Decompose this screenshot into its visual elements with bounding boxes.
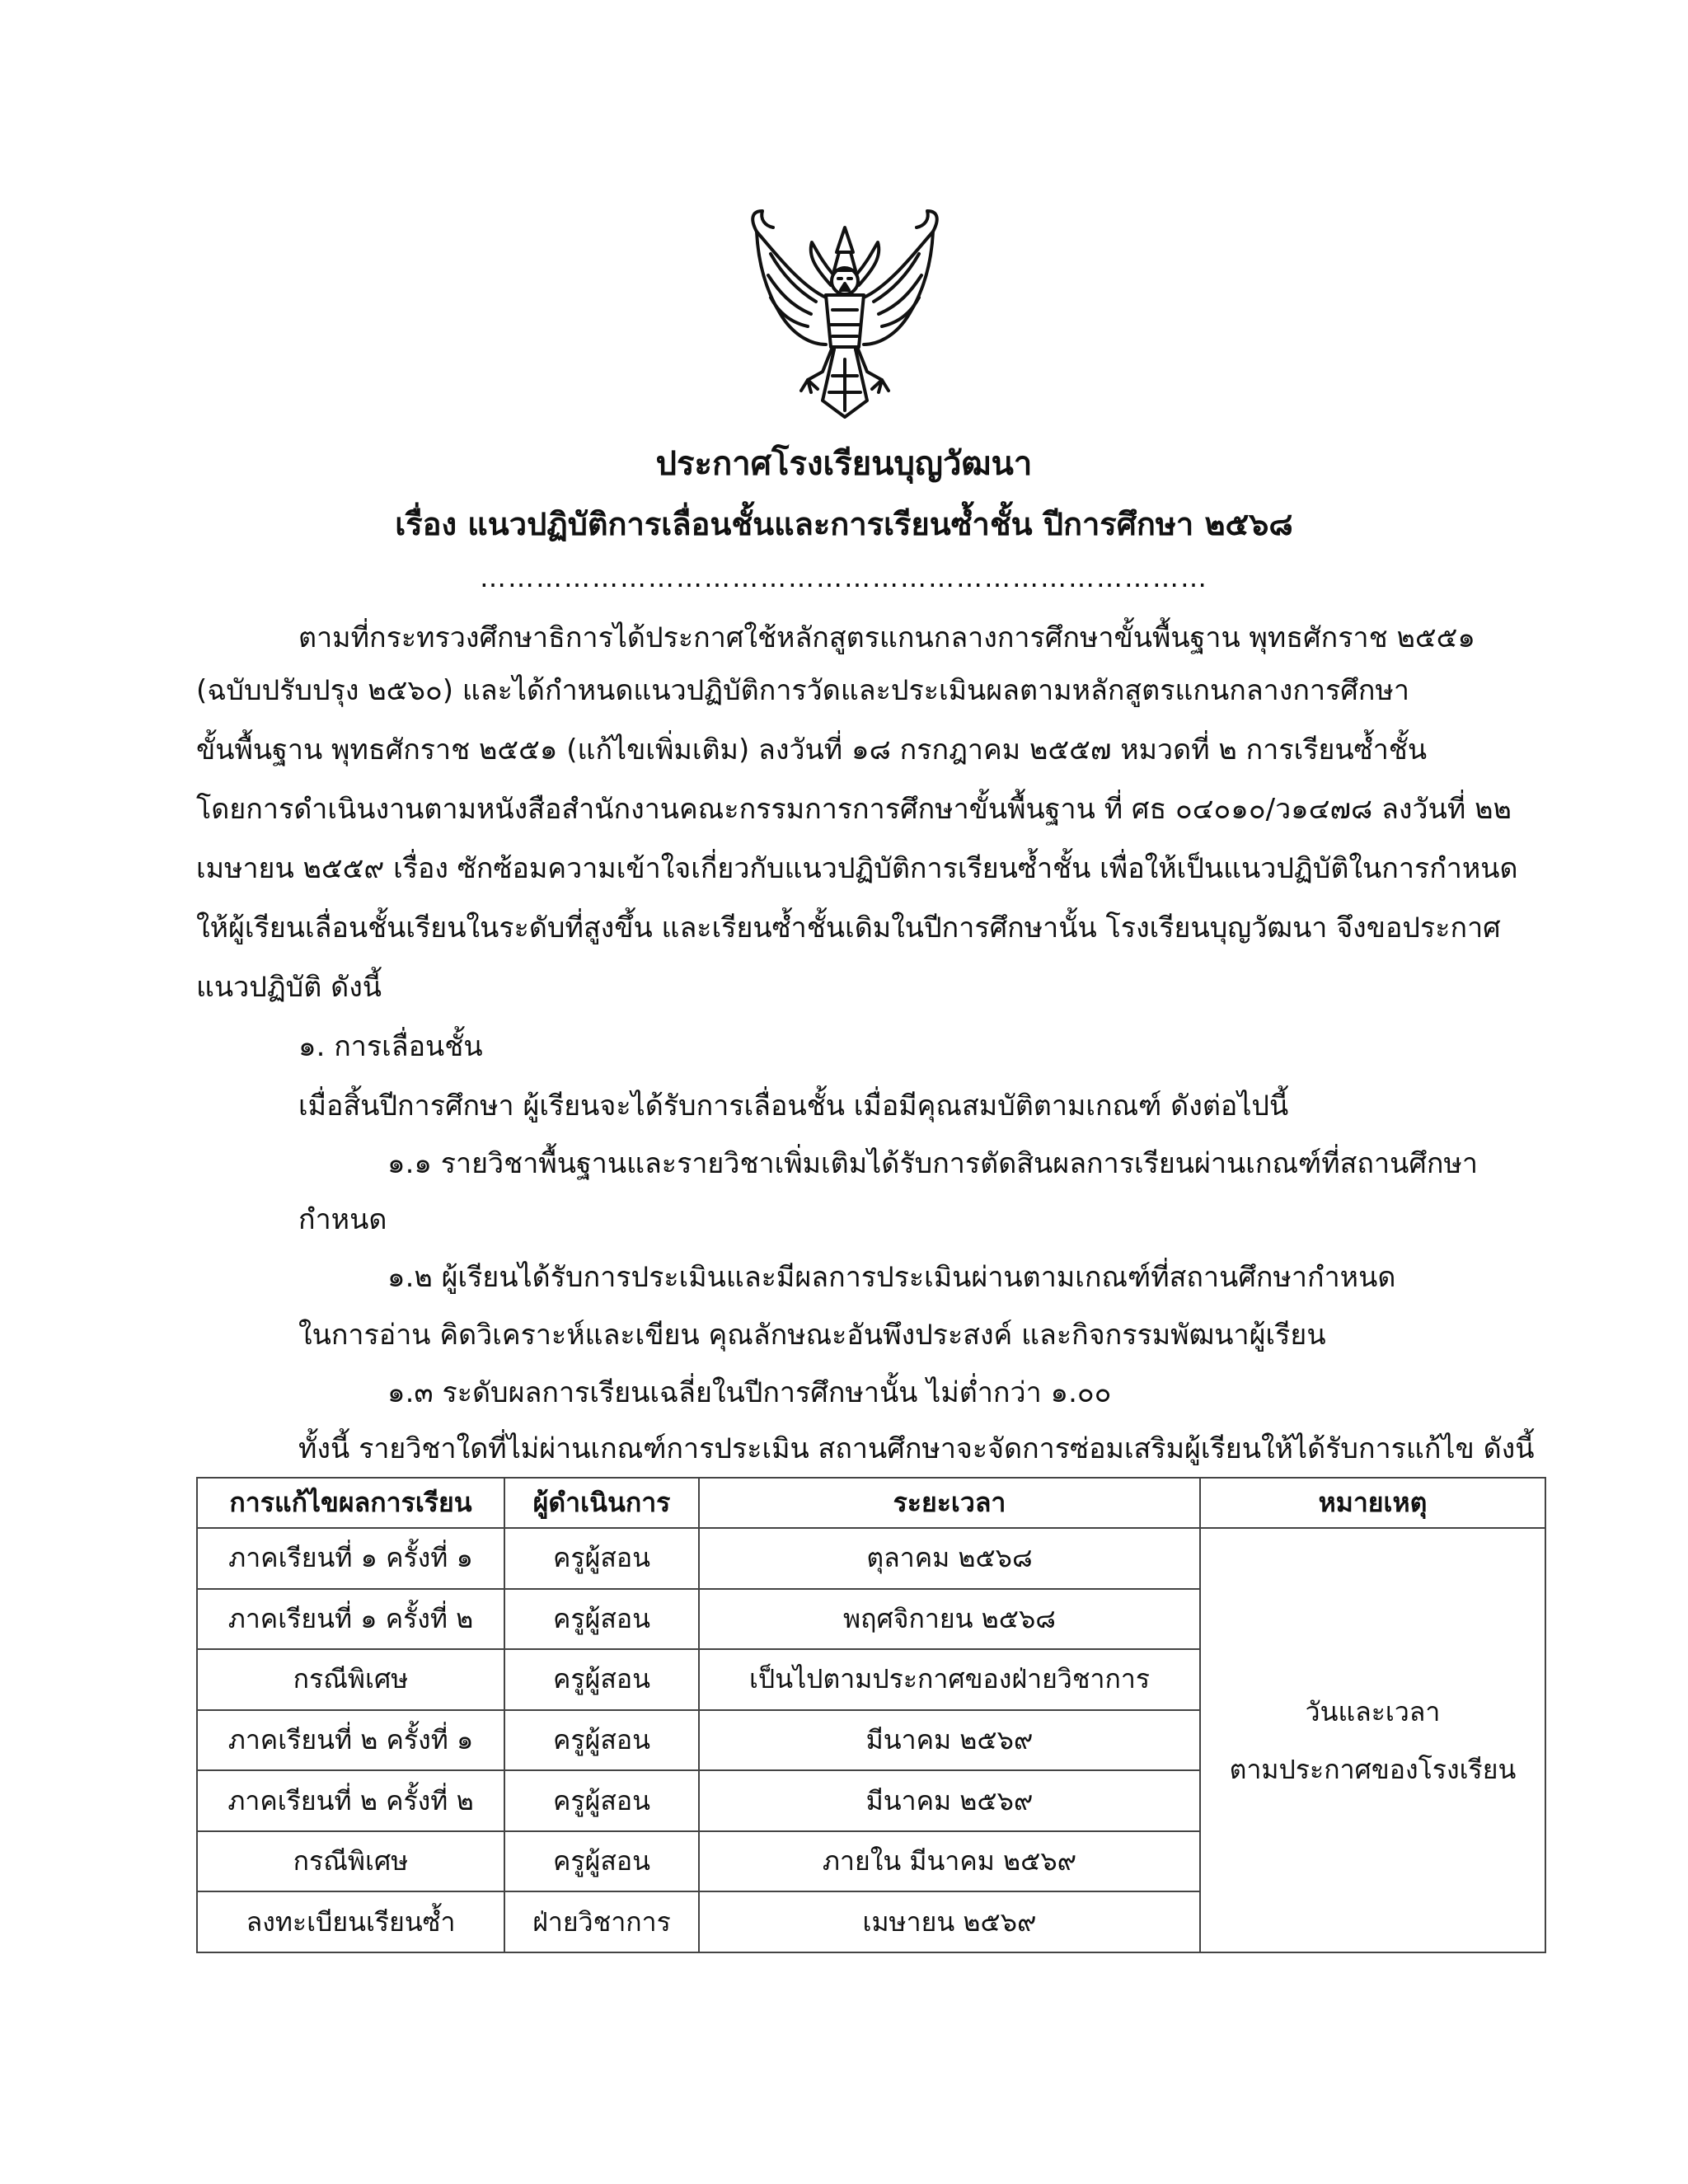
paragraph-line: โดยการดำเนินงานตามหนังสือสำนักงานคณะกรรมการการศึกษาขั้นพื้นฐาน ที่ ศธ ๐๔๐๑๐/ว๑๔๗๘ ลงวันที่ ๒๒ bbox=[196, 793, 1512, 826]
table-cell-item: ภาคเรียนที่ ๒ ครั้งที่ ๑ bbox=[197, 1710, 504, 1771]
table-cell-by: ครูผู้สอน bbox=[504, 1649, 699, 1710]
table-header-row bbox=[197, 1478, 1545, 1528]
table-cell-remark bbox=[1200, 1528, 1545, 1952]
title-divider: …………………………………………………………………… bbox=[480, 562, 1208, 593]
criterion-2: ๑.๒ ผู้เรียนได้รับการประเมินและมีผลการประเมินผ่านตามเกณฑ์ที่สถานศึกษากำหนด bbox=[387, 1261, 1396, 1294]
section-intro: เมื่อสิ้นปีการศึกษา ผู้เรียนจะได้รับการเลื่อนชั้น เมื่อมีคุณสมบัติตามเกณฑ์ ดังต่อไปนี้ bbox=[298, 1090, 1289, 1122]
paragraph-line: ขั้นพื้นฐาน พุทธศักราช ๒๕๕๑ (แก้ไขเพิ่มเติม) ลงวันที่ ๑๘ กรกฎาคม ๒๕๕๗ หมวดที่ ๒ การเรียนซ้ำชั้น bbox=[196, 733, 1428, 766]
table-cell-by: ครูผู้สอน bbox=[504, 1710, 699, 1771]
table-cell-by: ครูผู้สอน bbox=[504, 1831, 699, 1892]
remediation-table bbox=[196, 1477, 1545, 1953]
table-cell-item: ภาคเรียนที่ ๒ ครั้งที่ ๒ bbox=[197, 1770, 504, 1831]
table-cell-period: เป็นไปตามประกาศของฝ่ายวิชาการ bbox=[699, 1649, 1200, 1710]
criterion-2-continued: ในการอ่าน คิดวิเคราะห์และเขียน คุณลักษณะอันพึงประสงค์ และกิจกรรมพัฒนาผู้เรียน bbox=[298, 1319, 1326, 1352]
paragraph-line: เมษายน ๒๕๕๙ เรื่อง ซักซ้อมความเข้าใจเกี่ยวกับแนวปฏิบัติการเรียนซ้ำชั้น เพื่อให้เป็นแนวปฏิบัติในการกำหนด bbox=[196, 852, 1518, 885]
table-cell-by: ครูผู้สอน bbox=[504, 1589, 699, 1650]
criterion-3: ๑.๓ ระดับผลการเรียนเฉลี่ยในปีการศึกษานั้น ไม่ต่ำกว่า ๑.๐๐ bbox=[387, 1376, 1112, 1409]
garuda-emblem-icon bbox=[725, 194, 964, 434]
paragraph-line: ตามที่กระทรวงศึกษาธิการได้ประกาศใช้หลักสูตรแกนกลางการศึกษาขั้นพื้นฐาน พุทธศักราช ๒๕๕๑ bbox=[298, 621, 1475, 654]
table-cell-period: มีนาคม ๒๕๖๙ bbox=[699, 1710, 1200, 1771]
table-cell-period: มีนาคม ๒๕๖๙ bbox=[699, 1770, 1200, 1831]
remark-line: วันและเวลา bbox=[1305, 1695, 1441, 1727]
table-cell-item: กรณีพิเศษ bbox=[197, 1831, 504, 1892]
table-cell-item: กรณีพิเศษ bbox=[197, 1649, 504, 1710]
table-row bbox=[197, 1528, 1545, 1589]
announcement-subject: เรื่อง แนวปฏิบัติการเลื่อนชั้นและการเรียนซ้ำชั้น ปีการศึกษา ๒๕๖๘ bbox=[395, 506, 1293, 542]
table-cell-by: ครูผู้สอน bbox=[504, 1770, 699, 1831]
section-heading: ๑. การเลื่อนชั้น bbox=[298, 1030, 483, 1063]
column-header: ระยะเวลา bbox=[699, 1478, 1200, 1528]
table-cell-item: ลงทะเบียนเรียนซ้ำ bbox=[197, 1891, 504, 1952]
column-header: หมายเหตุ bbox=[1200, 1478, 1545, 1528]
table-cell-item: ภาคเรียนที่ ๑ ครั้งที่ ๒ bbox=[197, 1589, 504, 1650]
remark-line: ตามประกาศของโรงเรียน bbox=[1229, 1753, 1517, 1785]
criterion-1: ๑.๑ รายวิชาพื้นฐานและรายวิชาเพิ่มเติมได้รับการตัดสินผลการเรียนผ่านเกณฑ์ที่สถานศึกษา bbox=[387, 1147, 1479, 1180]
criterion-1-continued: กำหนด bbox=[298, 1203, 387, 1236]
paragraph-line: แนวปฏิบัติ ดังนี้ bbox=[196, 971, 382, 1004]
table-cell-period: พฤศจิกายน ๒๕๖๘ bbox=[699, 1589, 1200, 1650]
paragraph-line: ให้ผู้เรียนเลื่อนชั้นเรียนในระดับที่สูงขึ้น และเรียนซ้ำชั้นเดิมในปีการศึกษานั้น โรงเรียนบุญวัฒนา จึงขอประกาศ bbox=[196, 912, 1501, 944]
table-cell-by: ครูผู้สอน bbox=[504, 1528, 699, 1589]
column-header: การแก้ไขผลการเรียน bbox=[197, 1478, 504, 1528]
paragraph-line: (ฉบับปรับปรุง ๒๕๖๐) และได้กำหนดแนวปฏิบัติการวัดและประเมินผลตามหลักสูตรแกนกลางการศึกษา bbox=[196, 674, 1409, 707]
page-title: ประกาศโรงเรียนบุญวัฒนา bbox=[655, 445, 1033, 483]
column-header: ผู้ดำเนินการ bbox=[504, 1478, 699, 1528]
table-cell-by: ฝ่ายวิชาการ bbox=[504, 1891, 699, 1952]
table-cell-item: ภาคเรียนที่ ๑ ครั้งที่ ๑ bbox=[197, 1528, 504, 1589]
table-cell-period: ภายใน มีนาคม ๒๕๖๙ bbox=[699, 1831, 1200, 1892]
table-cell-period: เมษายน ๒๕๖๙ bbox=[699, 1891, 1200, 1952]
table-cell-period: ตุลาคม ๒๕๖๘ bbox=[699, 1528, 1200, 1589]
remediation-note: ทั้งนี้ รายวิชาใดที่ไม่ผ่านเกณฑ์การประเมิน สถานศึกษาจะจัดการซ่อมเสริมผู้เรียนให้ได้รับการแก้ไข ดังนี้ bbox=[298, 1432, 1535, 1465]
